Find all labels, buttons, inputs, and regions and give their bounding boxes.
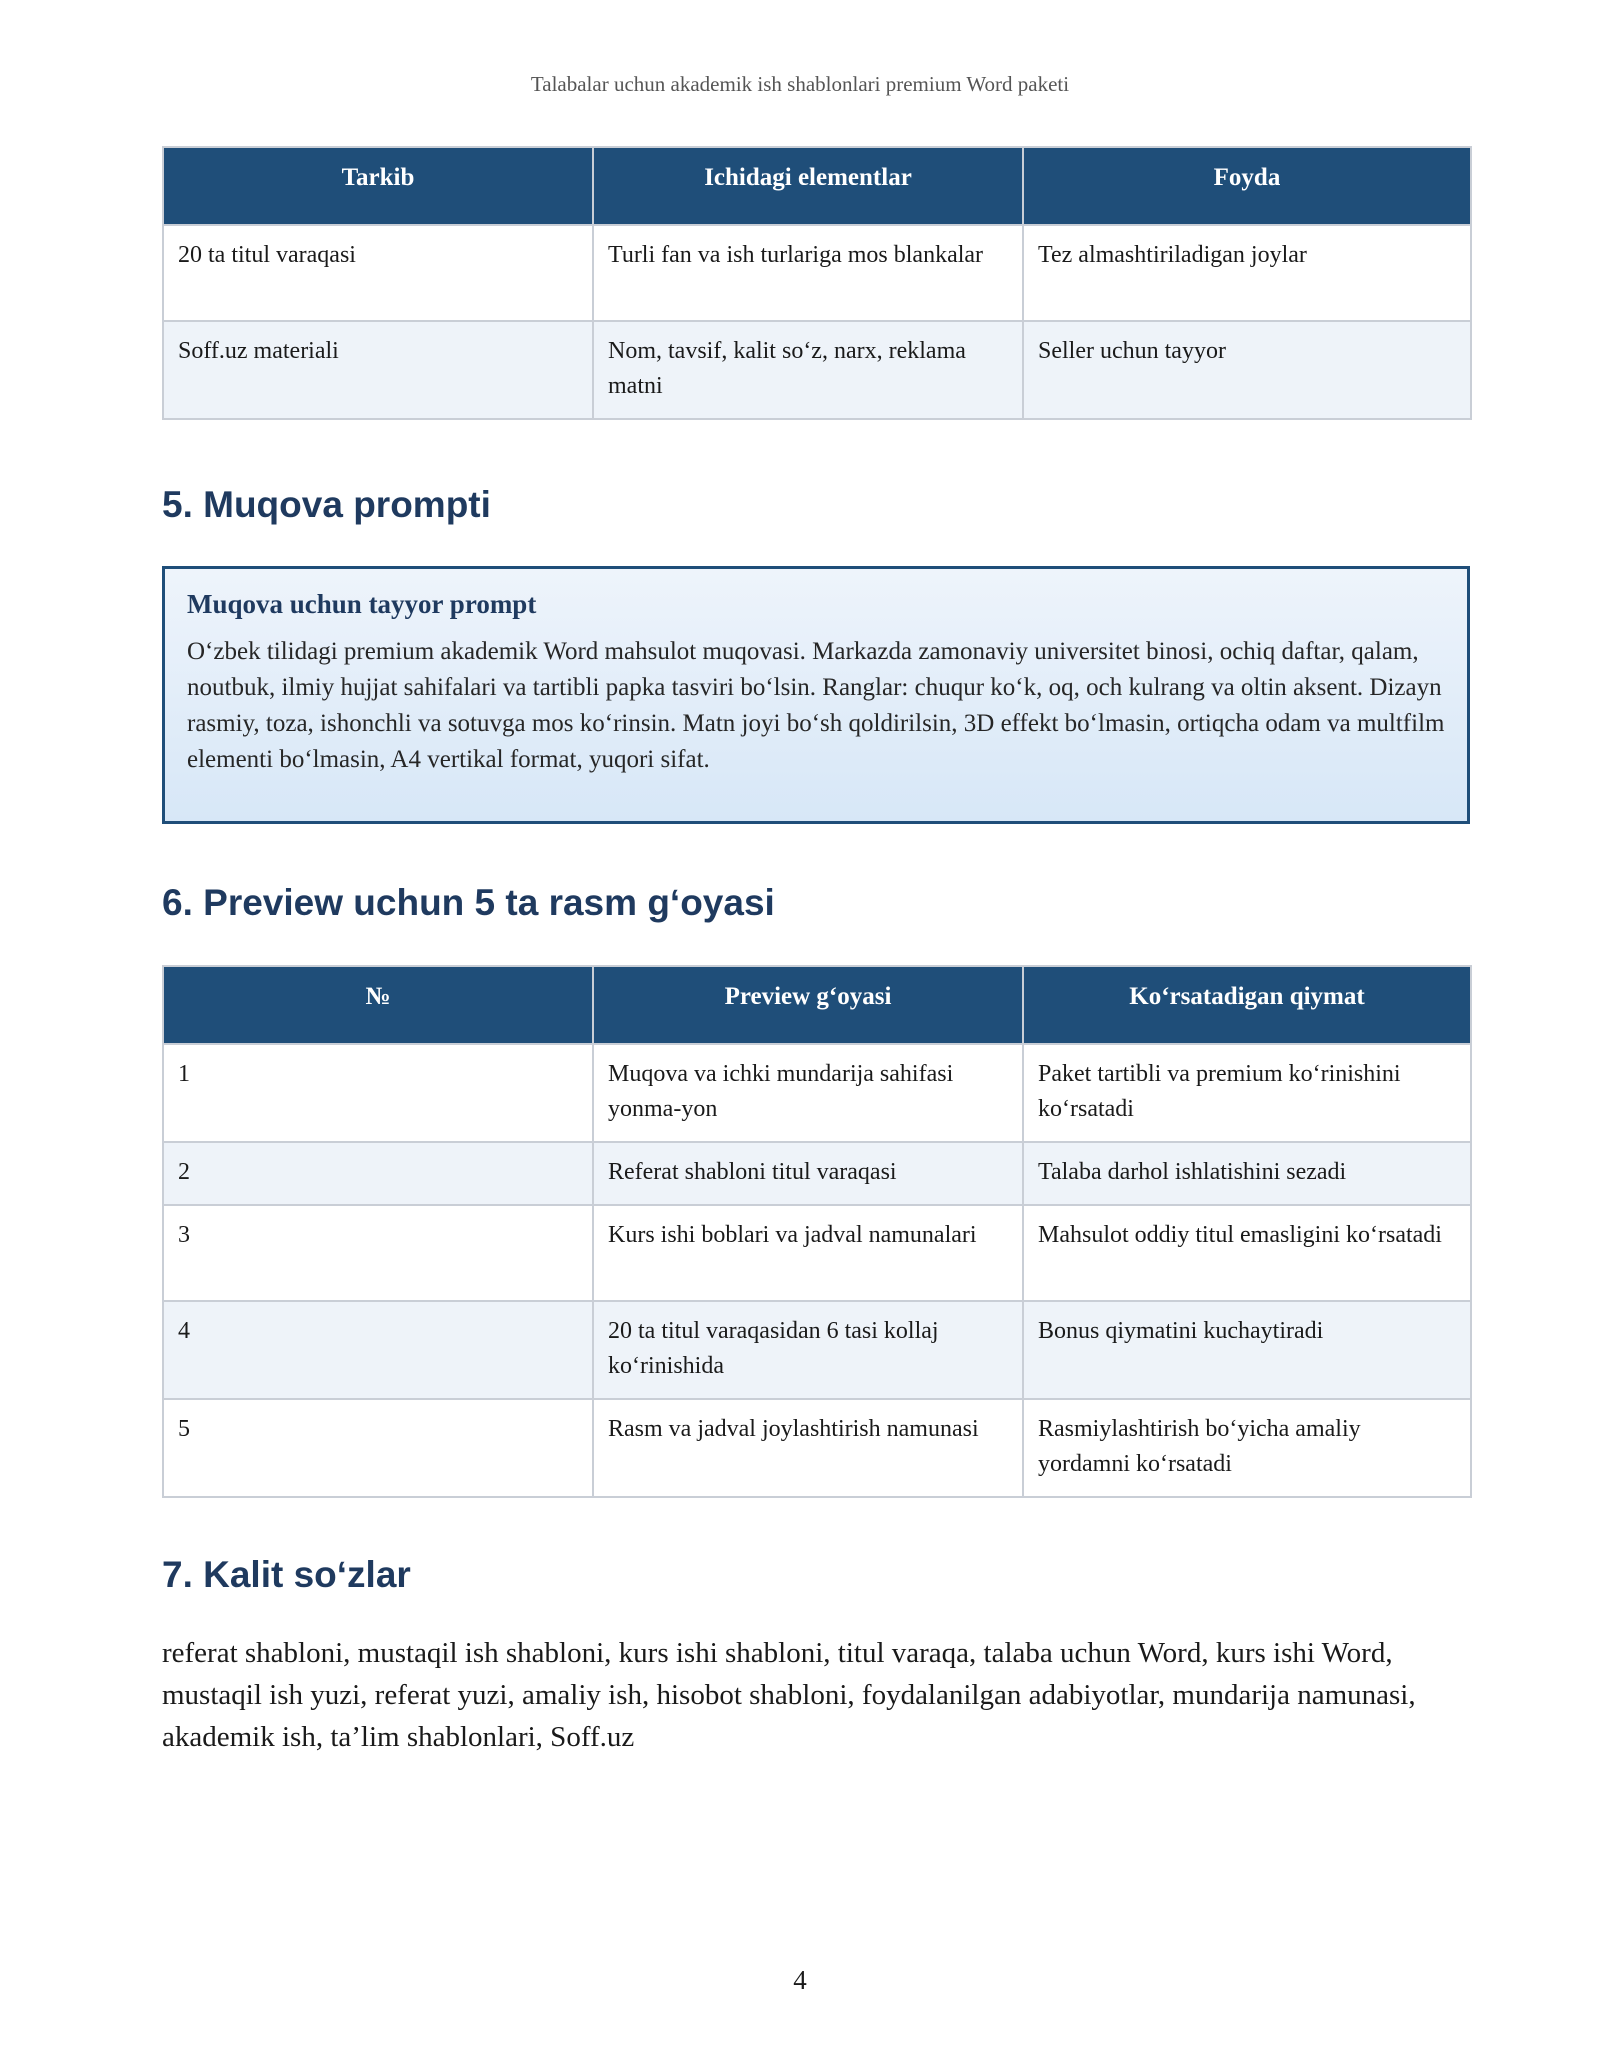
cover-prompt-box: [162, 566, 1470, 824]
table-cell: Bonus qiymatini kuchaytiradi: [1023, 1301, 1471, 1399]
table-cell: Soff.uz materiali: [163, 321, 593, 419]
running-header: Talabalar uchun akademik ish shablonlari premium Word paketi: [530, 72, 1070, 96]
contents-table: [162, 146, 1472, 420]
table-cell: Talaba darhol ishlatishini sezadi: [1023, 1142, 1471, 1205]
table-cell: 1: [163, 1044, 593, 1142]
table-row: [163, 1142, 1471, 1205]
table-cell: Rasm va jadval joylashtirish namunasi: [593, 1399, 1023, 1497]
table-cell: Paket tartibli va premium ko‘rinishini ko‘rsatadi: [1023, 1044, 1471, 1142]
section-heading: 6. Preview uchun 5 ta rasm g‘oyasi: [162, 882, 775, 923]
table-cell: Nom, tavsif, kalit so‘z, narx, reklama matni: [593, 321, 1023, 419]
table-cell: Muqova va ichki mundarija sahifasi yonma-yon: [593, 1044, 1023, 1142]
prompt-box-text: O‘zbek tilidagi premium akademik Word mahsulot muqovasi. Markazda zamonaviy universitet binosi, ochiq daftar, qalam, noutbuk, ilmiy hujjat sahifalari va tartibli papka tasviri bo‘lsin. Ranglar: chuqur ko‘k, oq, och kulrang va oltin aksent. Dizayn rasmiy, toza, ishonchli va sotuvga mos ko‘rinsin. Matn joyi bo‘sh qoldirilsin, 3D effekt bo‘lmasin, ortiqcha odam va multfilm elementi bo‘lmasin, A4 vertikal format, yuqori sifat.: [187, 638, 1445, 773]
table-cell: 2: [163, 1142, 593, 1205]
table-cell: 5: [163, 1399, 593, 1497]
column-header: №: [163, 966, 593, 1044]
table-cell: Referat shabloni titul varaqasi: [593, 1142, 1023, 1205]
table-row: [163, 1044, 1471, 1142]
table-row: [163, 1205, 1471, 1301]
table-cell: Seller uchun tayyor: [1023, 321, 1471, 419]
column-header: Preview g‘oyasi: [593, 966, 1023, 1044]
table-row: [163, 1399, 1471, 1497]
column-header: Tarkib: [163, 147, 593, 225]
table-cell: Rasmiylashtirish bo‘yicha amaliy yordamni ko‘rsatadi: [1023, 1399, 1471, 1497]
table-cell: Kurs ishi boblari va jadval namunalari: [593, 1205, 1023, 1301]
table-row: [163, 225, 1471, 321]
table-cell: Turli fan va ish turlariga mos blankalar: [593, 225, 1023, 321]
column-header: Foyda: [1023, 147, 1471, 225]
table-cell: Tez almashtiriladigan joylar: [1023, 225, 1471, 321]
table-cell: 20 ta titul varaqasidan 6 tasi kollaj ko‘rinishida: [593, 1301, 1023, 1399]
table-cell: Mahsulot oddiy titul emasligini ko‘rsatadi: [1023, 1205, 1471, 1301]
table-header-row: [163, 966, 1471, 1044]
table-cell: 4: [163, 1301, 593, 1399]
section-heading: 7. Kalit so‘zlar: [162, 1554, 411, 1595]
table-row: [163, 321, 1471, 419]
keywords-paragraph: referat shabloni, mustaqil ish shabloni, kurs ishi shabloni, titul varaqa, talaba uchun Word, kurs ishi Word, mustaqil ish yuzi, referat yuzi, amaliy ish, hisobot shabloni, foydalanilgan adabiyotlar, mundarija namunasi, akademik ish, ta’lim shablonlari, Soff.uz: [162, 1637, 1416, 1753]
section-heading: 5. Muqova prompti: [162, 484, 491, 525]
table-header-row: [163, 147, 1471, 225]
page-number: 4: [793, 1965, 807, 1995]
column-header: Ichidagi elementlar: [593, 147, 1023, 225]
prompt-box-title: Muqova uchun tayyor prompt: [187, 589, 537, 619]
table-row: [163, 1301, 1471, 1399]
table-cell: 3: [163, 1205, 593, 1301]
table-cell: 20 ta titul varaqasi: [163, 225, 593, 321]
column-header: Ko‘rsatadigan qiymat: [1023, 966, 1471, 1044]
preview-ideas-table: [162, 965, 1472, 1498]
